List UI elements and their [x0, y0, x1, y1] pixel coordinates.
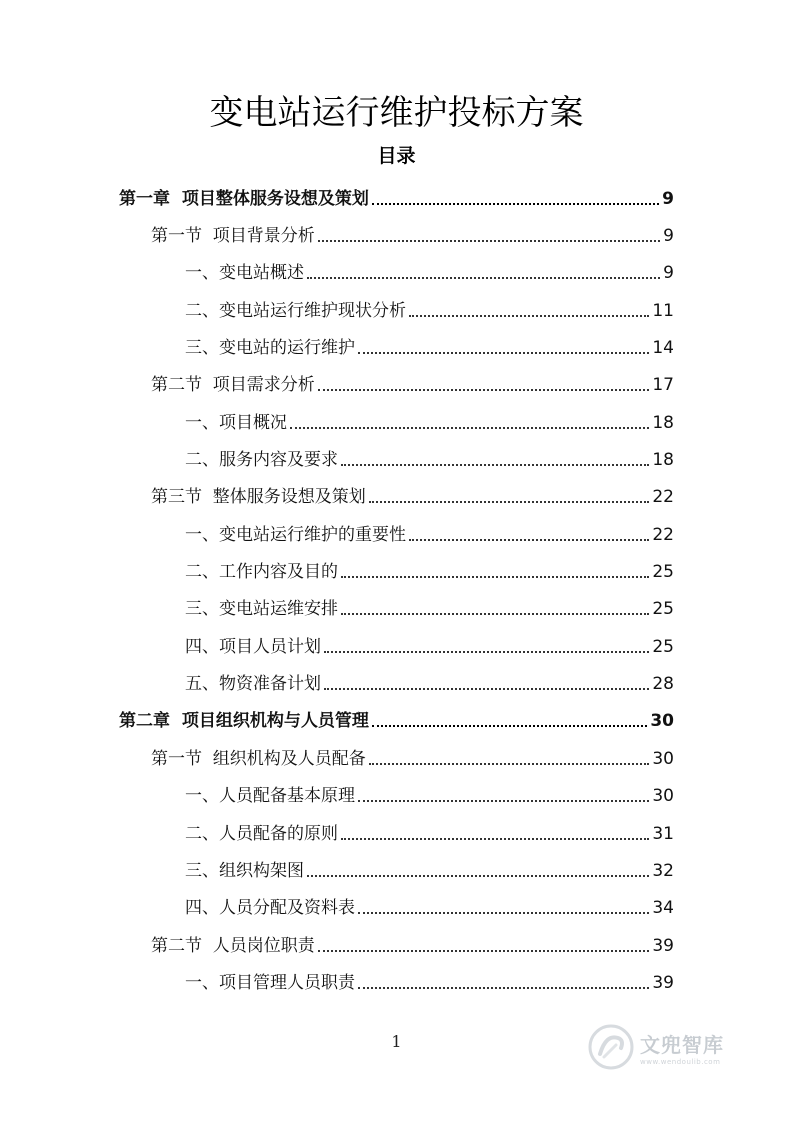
toc-dot-leader [341, 838, 649, 840]
toc-entry[interactable] [0, 255, 793, 292]
toc-entry[interactable] [0, 852, 793, 889]
toc-entry-page: 11 [652, 300, 674, 321]
toc-entry-label: 三、变电站运维安排 [185, 599, 338, 620]
toc-entry-page: 25 [652, 636, 674, 657]
toc-dot-leader [290, 427, 649, 429]
toc-entry-label: 第一节 组织机构及人员配备 [151, 748, 366, 769]
toc-entry-page: 39 [652, 972, 674, 993]
toc-entry[interactable] [0, 591, 793, 628]
toc-entry-label: 二、人员配备的原则 [185, 823, 338, 844]
toc-entry[interactable] [0, 703, 793, 740]
toc-entry-label: 一、人员配备基本原理 [185, 786, 355, 807]
toc-entry-label: 二、服务内容及要求 [185, 450, 338, 471]
toc-dot-leader [307, 875, 649, 877]
toc-dot-leader [307, 277, 660, 279]
toc-entry-label: 一、项目概况 [185, 412, 287, 433]
toc-entry[interactable] [0, 815, 793, 852]
toc-entry[interactable] [0, 441, 793, 478]
toc-entry[interactable] [0, 778, 793, 815]
toc-entry-page: 9 [663, 226, 674, 247]
toc-entry-label: 二、变电站运行维护现状分析 [185, 300, 406, 321]
table-of-contents [0, 180, 793, 1002]
toc-entry[interactable] [0, 553, 793, 590]
toc-heading: 目录 [377, 145, 416, 167]
toc-entry[interactable] [0, 890, 793, 927]
toc-entry-label: 三、变电站的运行维护 [185, 338, 355, 359]
toc-dot-leader [358, 800, 649, 802]
toc-entry-label: 一、变电站运行维护的重要性 [185, 524, 406, 545]
toc-entry-label: 四、项目人员计划 [185, 636, 321, 657]
toc-dot-leader [409, 315, 649, 317]
toc-dot-leader [409, 539, 649, 541]
toc-entry-page: 31 [652, 823, 674, 844]
wendou-logo-icon [588, 1024, 634, 1070]
toc-entry-label: 第二节 人员岗位职责 [151, 935, 315, 956]
watermark [588, 1022, 758, 1072]
toc-entry-page: 17 [652, 375, 674, 396]
toc-entry[interactable] [0, 628, 793, 665]
toc-entry-label: 三、组织构架图 [185, 860, 304, 881]
toc-entry-label: 一、项目管理人员职责 [185, 972, 355, 993]
toc-entry[interactable] [0, 927, 793, 964]
toc-entry-label: 第一节 项目背景分析 [151, 226, 315, 247]
toc-entry-page: 18 [652, 450, 674, 471]
toc-dot-leader [341, 464, 649, 466]
toc-entry-page: 30 [652, 786, 674, 807]
toc-entry[interactable] [0, 964, 793, 1001]
toc-dot-leader [341, 576, 649, 578]
toc-dot-leader [369, 763, 650, 765]
toc-entry-label: 第二章 项目组织机构与人员管理 [119, 711, 369, 732]
toc-entry-page: 30 [650, 711, 674, 732]
toc-entry[interactable] [0, 367, 793, 404]
toc-dot-leader [318, 389, 650, 391]
toc-entry-label: 四、人员分配及资料表 [185, 898, 355, 919]
toc-entry[interactable] [0, 404, 793, 441]
toc-dot-leader [369, 501, 650, 503]
toc-entry-page: 28 [652, 674, 674, 695]
toc-entry-page: 22 [652, 487, 674, 508]
toc-dot-leader [324, 651, 649, 653]
toc-entry-label: 一、变电站概述 [185, 263, 304, 284]
toc-entry[interactable] [0, 180, 793, 217]
watermark-url: www.wendoulib.com [640, 1057, 721, 1066]
toc-dot-leader [358, 987, 649, 989]
toc-entry-page: 34 [652, 898, 674, 919]
toc-entry-page: 9 [662, 188, 674, 209]
toc-entry-label: 第三节 整体服务设想及策划 [151, 487, 366, 508]
toc-entry[interactable] [0, 329, 793, 366]
toc-dot-leader [341, 613, 649, 615]
toc-entry[interactable] [0, 217, 793, 254]
document-title: 变电站运行维护投标方案 [209, 93, 584, 133]
toc-entry-page: 22 [652, 524, 674, 545]
toc-entry-page: 14 [652, 338, 674, 359]
toc-entry-page: 18 [652, 412, 674, 433]
toc-dot-leader [358, 352, 649, 354]
toc-entry-page: 25 [652, 562, 674, 583]
toc-entry[interactable] [0, 665, 793, 702]
toc-entry[interactable] [0, 740, 793, 777]
toc-dot-leader [324, 688, 649, 690]
watermark-name: 文兜智库 [640, 1032, 724, 1057]
page-number: 1 [391, 1032, 402, 1051]
toc-dot-leader [372, 203, 659, 205]
toc-entry[interactable] [0, 479, 793, 516]
toc-dot-leader [358, 912, 649, 914]
toc-entry-page: 25 [652, 599, 674, 620]
toc-entry-page: 9 [663, 263, 674, 284]
toc-entry-label: 五、物资准备计划 [185, 674, 321, 695]
toc-dot-leader [372, 725, 647, 727]
toc-entry-label: 第一章 项目整体服务设想及策划 [119, 188, 369, 209]
toc-dot-leader [318, 240, 660, 242]
toc-entry-label: 二、工作内容及目的 [185, 562, 338, 583]
toc-entry[interactable] [0, 292, 793, 329]
toc-entry-page: 39 [652, 935, 674, 956]
toc-dot-leader [318, 950, 650, 952]
toc-entry-page: 32 [652, 860, 674, 881]
toc-entry-page: 30 [652, 748, 674, 769]
toc-entry-label: 第二节 项目需求分析 [151, 375, 315, 396]
toc-entry[interactable] [0, 516, 793, 553]
